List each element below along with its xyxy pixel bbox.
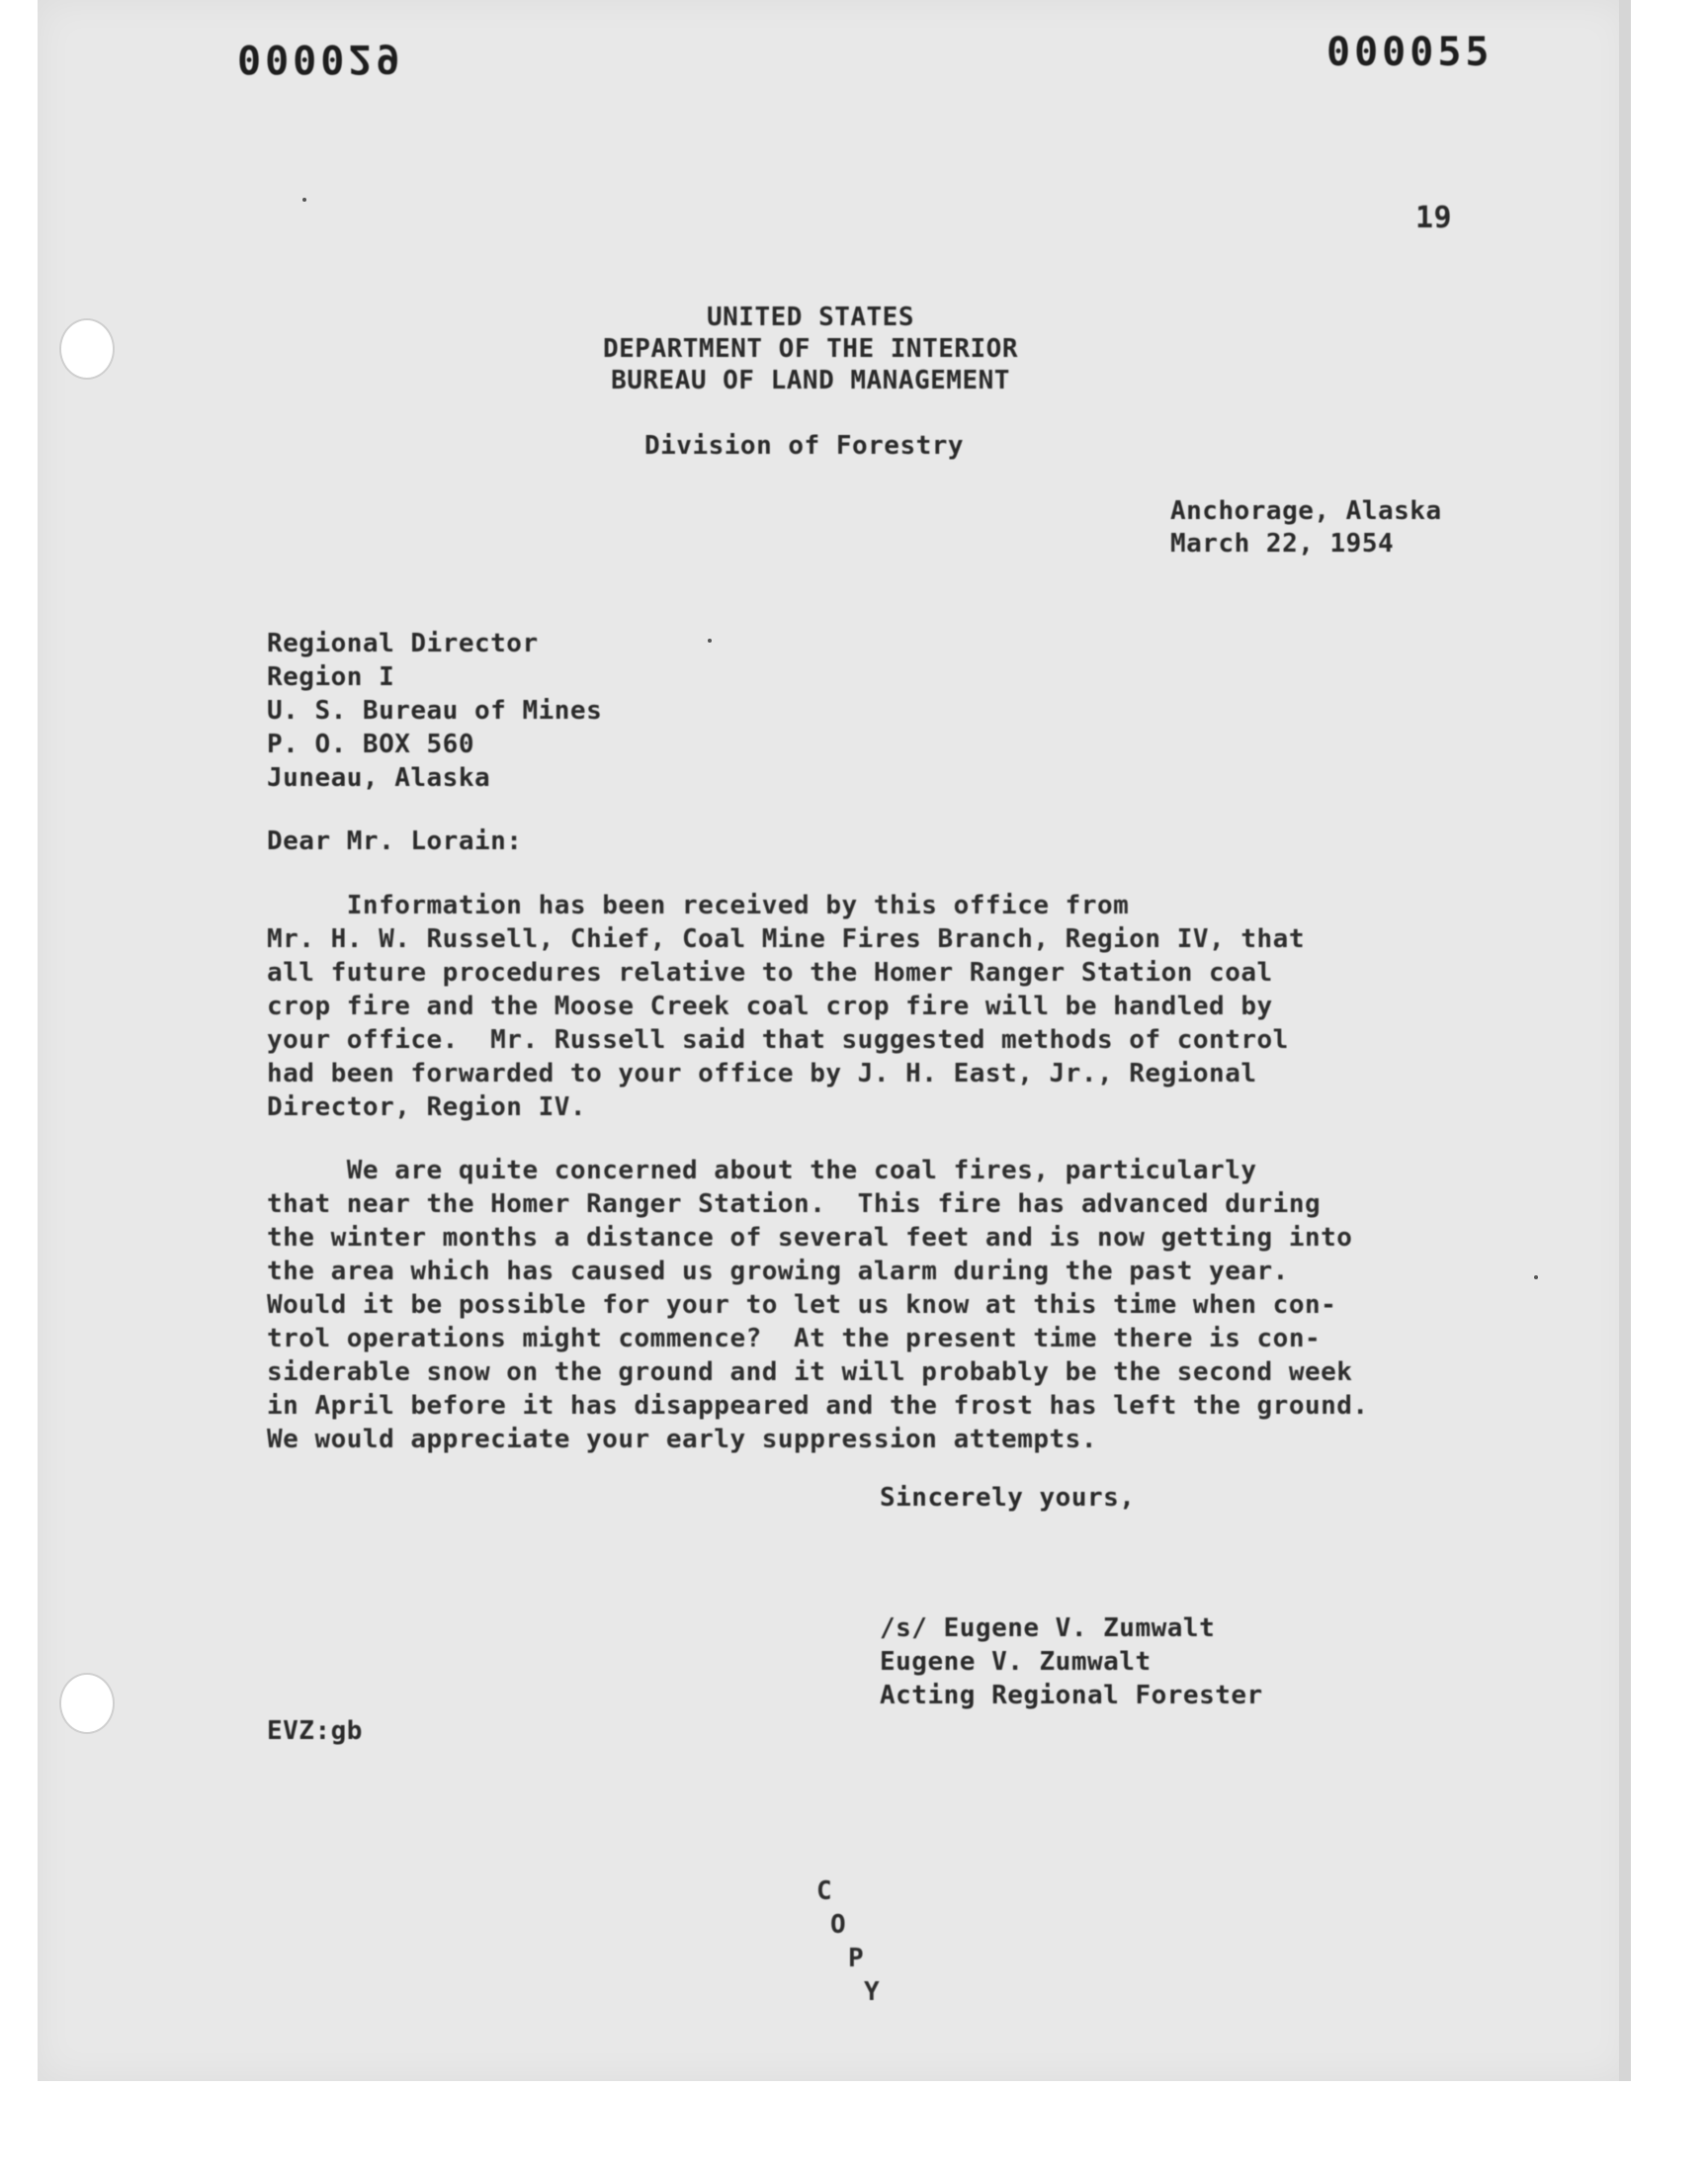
paragraph-1-line: Information has been received by this office from (267, 891, 1130, 920)
sheet-edge (1619, 0, 1631, 2081)
paragraph-1-line: all future procedures relative to the Homer Ranger Station coal (267, 958, 1273, 988)
paragraph-2-line: Would it be possible for your to let us know at this time when con- (267, 1290, 1337, 1320)
letterhead-line-3: BUREAU OF LAND MANAGEMENT (611, 366, 1010, 395)
recipient-line-5: Juneau, Alaska (267, 763, 491, 793)
letterhead-line-1: UNITED STATES (707, 303, 914, 332)
signature-line-2: Eugene V. Zumwalt (880, 1647, 1152, 1677)
division-name: Division of Forestry (644, 431, 965, 461)
speck (302, 198, 306, 202)
paragraph-2-line: that near the Homer Ranger Station. This fire has advanced during (267, 1189, 1322, 1219)
recipient-line-2: Region I (267, 662, 395, 692)
paragraph-2-line: trol operations might commence? At the present time there is con- (267, 1324, 1322, 1353)
punch-hole-top (59, 318, 115, 380)
paragraph-2-line: the area which has caused us growing alarm during the past year. (267, 1257, 1289, 1286)
paragraph-1-line: Director, Region IV. (267, 1092, 587, 1122)
letterhead-line-2: DEPARTMENT OF THE INTERIOR (603, 334, 1018, 364)
punch-hole-bottom (59, 1673, 115, 1734)
stamp-number-right: 000055 (1326, 30, 1494, 75)
typist-initials: EVZ:gb (267, 1716, 363, 1746)
dateline-place: Anchorage, Alaska (1170, 496, 1442, 526)
page-number: 19 (1415, 201, 1453, 235)
copy-letter: O (830, 1910, 846, 1940)
recipient-line-1: Regional Director (267, 629, 539, 658)
recipient-line-3: U. S. Bureau of Mines (267, 696, 603, 726)
paragraph-1-line: had been forwarded to your office by J. H. East, Jr., Regional (267, 1059, 1257, 1088)
signature-line-1: /s/ Eugene V. Zumwalt (880, 1613, 1216, 1643)
paragraph-2-line: We would appreciate your early suppression attempts. (267, 1425, 1097, 1454)
dateline-date: March 22, 1954 (1170, 529, 1395, 559)
paragraph-2-line: We are quite concerned about the coal fires, particularly (267, 1156, 1257, 1185)
paragraph-1-line: your office. Mr. Russell said that suggested methods of control (267, 1025, 1289, 1055)
paragraph-1-line: crop fire and the Moose Creek coal crop fire will be handled by (267, 992, 1273, 1021)
letterhead (534, 303, 1087, 395)
copy-letter: Y (864, 1977, 880, 2007)
speck (1534, 1275, 1538, 1279)
paragraph-1-line: Mr. H. W. Russell, Chief, Coal Mine Fires Branch, Region IV, that (267, 924, 1305, 954)
closing: Sincerely yours, (880, 1483, 1136, 1513)
paragraph-2-line: siderable snow on the ground and it will probably be the second week (267, 1357, 1353, 1387)
stamp-number-left: 000029 (237, 36, 404, 81)
salutation: Dear Mr. Lorain: (267, 826, 523, 856)
copy-letter: C (816, 1876, 832, 1906)
paragraph-2-line: in April before it has disappeared and the frost has left the ground. (267, 1391, 1369, 1421)
signature-line-3: Acting Regional Forester (880, 1681, 1263, 1710)
paragraph-2-line: the winter months a distance of several feet and is now getting into (267, 1223, 1353, 1253)
recipient-line-4: P. O. BOX 560 (267, 730, 474, 759)
speck (708, 639, 712, 643)
copy-letter: P (848, 1944, 864, 1973)
